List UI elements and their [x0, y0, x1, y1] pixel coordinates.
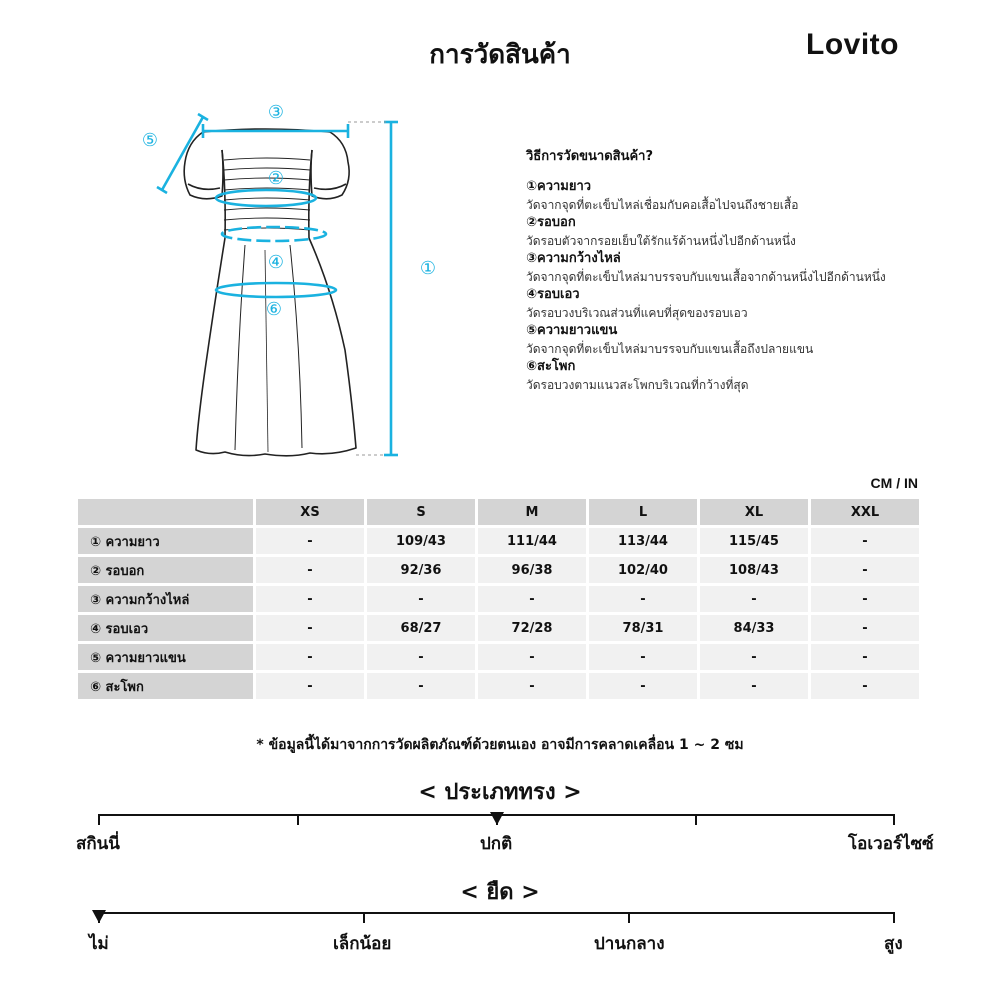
instruction-desc: วัดรอบวงตามแนวสะโพกบริเวณที่กว้างที่สุด	[526, 378, 749, 392]
stretch-selected-marker	[92, 910, 106, 923]
table-cell: 72/28	[478, 615, 586, 641]
table-corner	[78, 499, 253, 525]
table-cell: 96/38	[478, 557, 586, 583]
marker-sleeve: ⑤	[141, 130, 159, 151]
brand-logo: Lovito	[806, 28, 899, 61]
instruction-heading: ⑥สะโพก	[526, 359, 576, 374]
table-cell: -	[256, 586, 364, 612]
instruction-desc: วัดรอบตัวจากรอยเย็บใต้รักแร้ด้านหนึ่งไปอีกด้านหนึ่ง	[526, 234, 796, 248]
table-cell: -	[256, 615, 364, 641]
table-cell: -	[367, 586, 475, 612]
measurement-note: * ข้อมูลนี้ได้มาจากการวัดผลิตภัณฑ์ด้วยตนเอง อาจมีการคลาดเคลื่อน 1 ~ 2 ซม	[256, 737, 744, 753]
table-row	[78, 644, 919, 670]
table-cell: 102/40	[589, 557, 697, 583]
stretch-label-high: สูง	[884, 934, 903, 954]
table-cell: 84/33	[700, 615, 808, 641]
size-header: S	[367, 499, 475, 525]
measurement-lines	[157, 114, 398, 455]
row-label: ② รอบอก	[78, 557, 253, 583]
scale-tick	[628, 912, 630, 923]
instruction-desc: วัดจากจุดที่ตะเข็บไหล่มาบรรจบกับแขนเสื้อถึงปลายแขน	[526, 342, 814, 356]
guide-lines	[348, 122, 386, 455]
dress-diagram	[120, 95, 460, 470]
fit-label-skinny: สกินนี่	[76, 834, 120, 854]
row-label: ③ ความกว้างไหล่	[78, 586, 253, 612]
table-row	[78, 557, 919, 583]
table-cell: -	[256, 557, 364, 583]
table-cell: 68/27	[367, 615, 475, 641]
size-header-row	[78, 499, 919, 525]
table-cell: -	[700, 673, 808, 699]
table-cell: 109/43	[367, 528, 475, 554]
scale-tick	[297, 814, 299, 825]
size-header: M	[478, 499, 586, 525]
table-cell: -	[811, 557, 919, 583]
table-cell: -	[589, 673, 697, 699]
row-label: ⑤ ความยาวแขน	[78, 644, 253, 670]
page-title: การวัดสินค้า	[429, 40, 571, 70]
instruction-heading: ⑤ความยาวแขน	[526, 323, 618, 338]
fit-label-oversize: โอเวอร์ไซซ์	[848, 834, 934, 854]
instruction-desc: วัดจากจุดที่ตะเข็บไหล่เชื่อมกับคอเสื้อไปจนถึงชายเสื้อ	[526, 198, 799, 212]
table-cell: -	[700, 586, 808, 612]
row-label: ⑥ สะโพก	[78, 673, 253, 699]
table-cell: -	[589, 644, 697, 670]
stretch-label-medium: ปานกลาง	[594, 934, 665, 954]
table-cell: 78/31	[589, 615, 697, 641]
scale-line	[98, 912, 895, 914]
size-table	[75, 496, 922, 702]
instruction-desc: วัดจากจุดที่ตะเข็บไหล่มาบรรจบกับแขนเสื้อจากด้านหนึ่งไปอีกด้านหนึ่ง	[526, 270, 886, 284]
table-cell: -	[811, 615, 919, 641]
instructions-question: วิธีการวัดขนาดสินค้า?	[526, 149, 654, 164]
scale-tick	[893, 814, 895, 825]
fit-scale-title: < ประเภททรง >	[418, 780, 582, 805]
table-cell: -	[589, 586, 697, 612]
scale-tick	[695, 814, 697, 825]
fit-selected-marker	[490, 812, 504, 825]
scale-tick	[98, 814, 100, 825]
instruction-heading: ②รอบอก	[526, 215, 576, 230]
table-cell: 115/45	[700, 528, 808, 554]
table-cell: 108/43	[700, 557, 808, 583]
table-cell: -	[478, 673, 586, 699]
table-row	[78, 528, 919, 554]
table-cell: -	[811, 644, 919, 670]
table-cell: -	[256, 644, 364, 670]
stretch-scale-title: < ยืด >	[460, 880, 540, 905]
size-header: XXL	[811, 499, 919, 525]
table-cell: -	[256, 528, 364, 554]
table-cell: -	[478, 644, 586, 670]
measure-instructions	[526, 145, 986, 394]
size-header: XL	[700, 499, 808, 525]
row-label: ④ รอบเอว	[78, 615, 253, 641]
scale-tick	[363, 912, 365, 923]
table-cell: 111/44	[478, 528, 586, 554]
table-cell: -	[811, 528, 919, 554]
stretch-scale	[98, 912, 895, 932]
table-cell: -	[700, 644, 808, 670]
size-header: XS	[256, 499, 364, 525]
table-cell: 92/36	[367, 557, 475, 583]
table-cell: -	[811, 586, 919, 612]
instruction-desc: วัดรอบวงบริเวณส่วนที่แคบที่สุดของรอบเอว	[526, 306, 748, 320]
size-header: L	[589, 499, 697, 525]
table-row	[78, 586, 919, 612]
instruction-heading: ①ความยาว	[526, 179, 592, 194]
fit-label-regular: ปกติ	[480, 834, 513, 854]
stretch-label-none: ไม่	[89, 934, 109, 954]
marker-hip: ⑥	[265, 299, 283, 320]
marker-waist: ④	[267, 252, 285, 273]
table-cell: -	[367, 644, 475, 670]
table-cell: 113/44	[589, 528, 697, 554]
unit-label: CM / IN	[870, 475, 918, 491]
table-cell: -	[478, 586, 586, 612]
table-cell: -	[367, 673, 475, 699]
table-cell: -	[811, 673, 919, 699]
marker-shoulder: ③	[267, 102, 285, 123]
table-cell: -	[256, 673, 364, 699]
marker-length: ①	[419, 258, 437, 279]
table-row	[78, 673, 919, 699]
scale-tick	[893, 912, 895, 923]
instruction-heading: ④รอบเอว	[526, 287, 580, 302]
instruction-heading: ③ความกว้างไหล่	[526, 251, 621, 266]
stretch-label-slight: เล็กน้อย	[333, 934, 392, 954]
marker-bust: ②	[267, 168, 285, 189]
table-row	[78, 615, 919, 641]
row-label: ① ความยาว	[78, 528, 253, 554]
